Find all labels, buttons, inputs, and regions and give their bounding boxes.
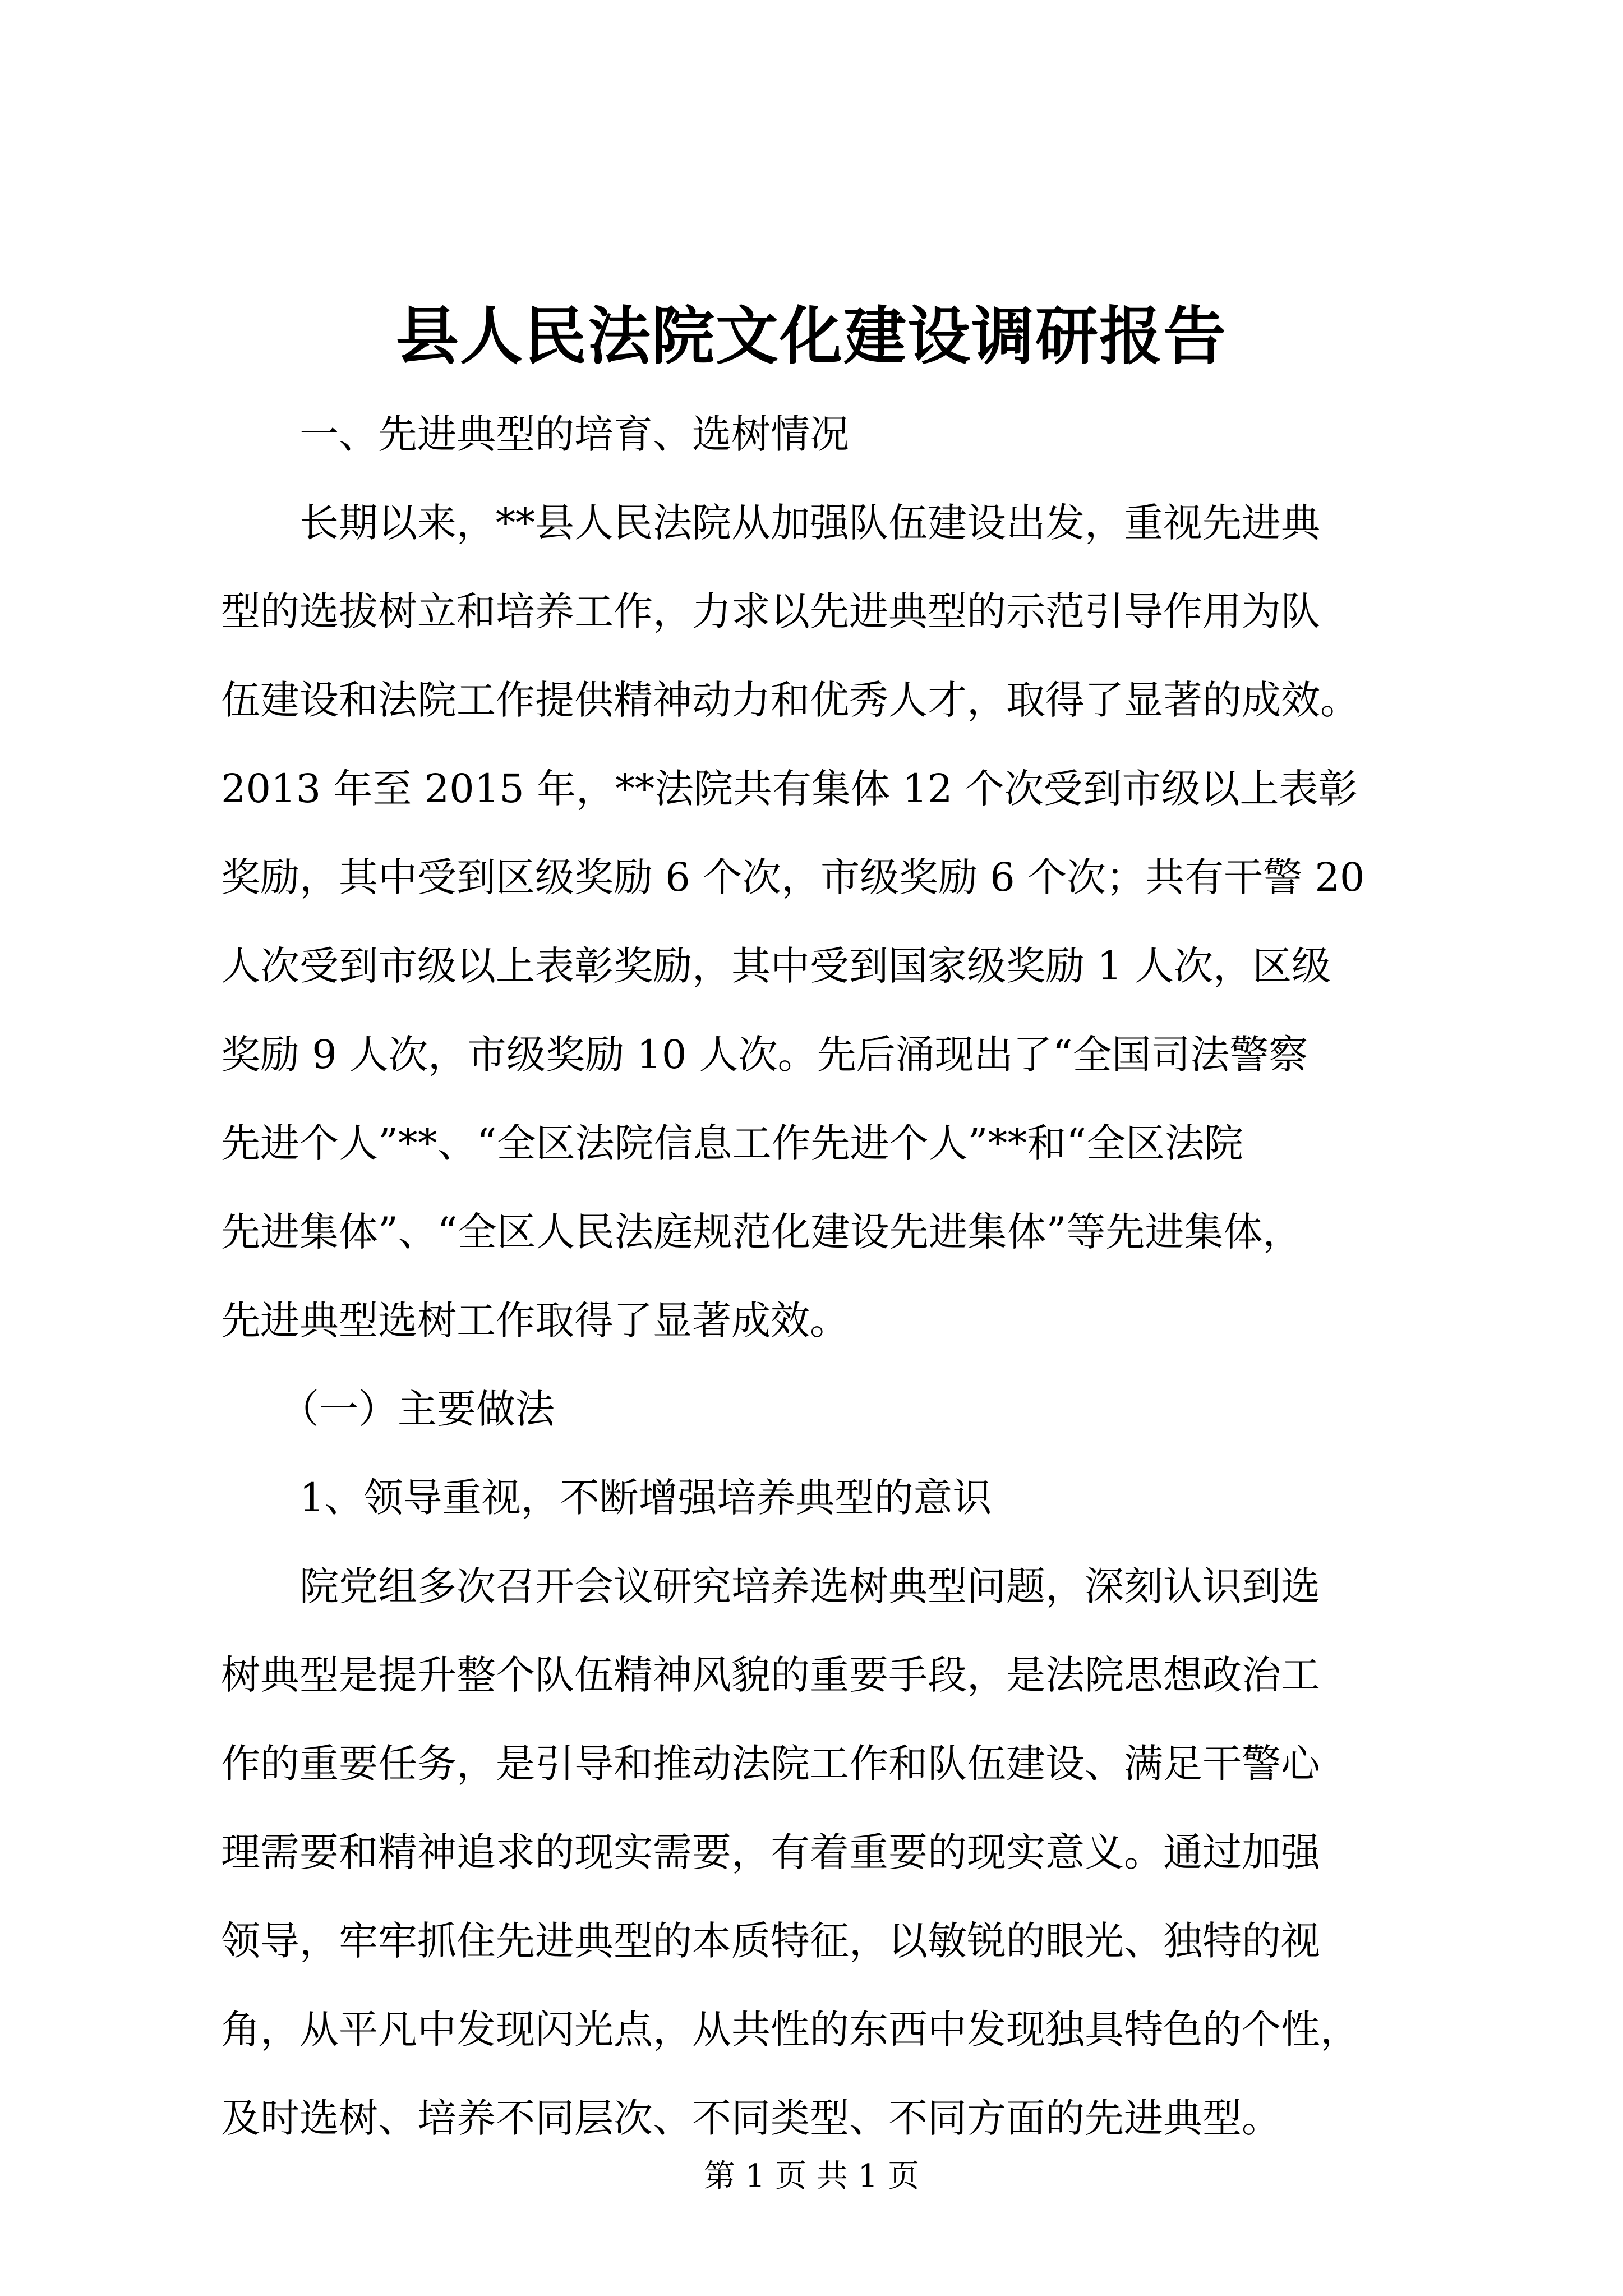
subsection-heading: （一）主要做法 (221, 1386, 555, 1432)
paragraph-line: 作的重要任务，是引导和推动法院工作和队伍建设、满足干警心 (221, 1741, 1320, 1787)
item-heading: 1、领导重视，不断增强培养典型的意识 (221, 1475, 992, 1521)
paragraph-line: 院党组多次召开会议研究培养选树典型问题，深刻认识到选 (221, 1563, 1320, 1609)
paragraph-line: 长期以来，**县人民法院从加强队伍建设出发，重视先进典 (221, 500, 1320, 546)
paragraph-line: 角，从平凡中发现闪光点，从共性的东西中发现独具特色的个性， (221, 2007, 1359, 2053)
paragraph-line: 2013 年至 2015 年，**法院共有集体 12 个次受到市级以上表彰 (221, 766, 1358, 812)
section-heading-1: 一、先进典型的培育、选树情况 (221, 411, 849, 457)
paragraph-line: 型的选拔树立和培养工作，力求以先进典型的示范引导作用为队 (221, 588, 1320, 634)
paragraph-line: 奖励，其中受到区级奖励 6 个次，市级奖励 6 个次；共有干警 20 (221, 854, 1365, 900)
paragraph-line: 伍建设和法院工作提供精神动力和优秀人才，取得了显著的成效。 (221, 677, 1359, 723)
paragraph-line: 人次受到市级以上表彰奖励，其中受到国家级奖励 1 人次，区级 (221, 943, 1331, 989)
page-footer: 第 1 页 共 1 页 (703, 2158, 920, 2194)
paragraph-line: 奖励 9 人次，市级奖励 10 人次。先后涌现出了“全国司法警察 (221, 1032, 1308, 1078)
paragraph-line: 及时选树、培养不同层次、不同类型、不同方面的先进典型。 (221, 2095, 1281, 2141)
paragraph-line: 领导，牢牢抓住先进典型的本质特征，以敏锐的眼光、独特的视 (221, 1918, 1320, 1964)
paragraph-line: 树典型是提升整个队伍精神风貌的重要手段，是法院思想政治工 (221, 1652, 1320, 1698)
paragraph-line: 先进集体”、“全区人民法庭规范化建设先进集体”等先进集体， (221, 1209, 1302, 1255)
paragraph-line: 理需要和精神追求的现实需要，有着重要的现实意义。通过加强 (221, 1829, 1320, 1875)
document-title: 县人民法院文化建设调研报告 (396, 300, 1227, 373)
paragraph-line: 先进个人”**、“全区法院信息工作先进个人”**和“全区法院 (221, 1120, 1244, 1166)
paragraph-line: 先进典型选树工作取得了显著成效。 (221, 1297, 849, 1343)
